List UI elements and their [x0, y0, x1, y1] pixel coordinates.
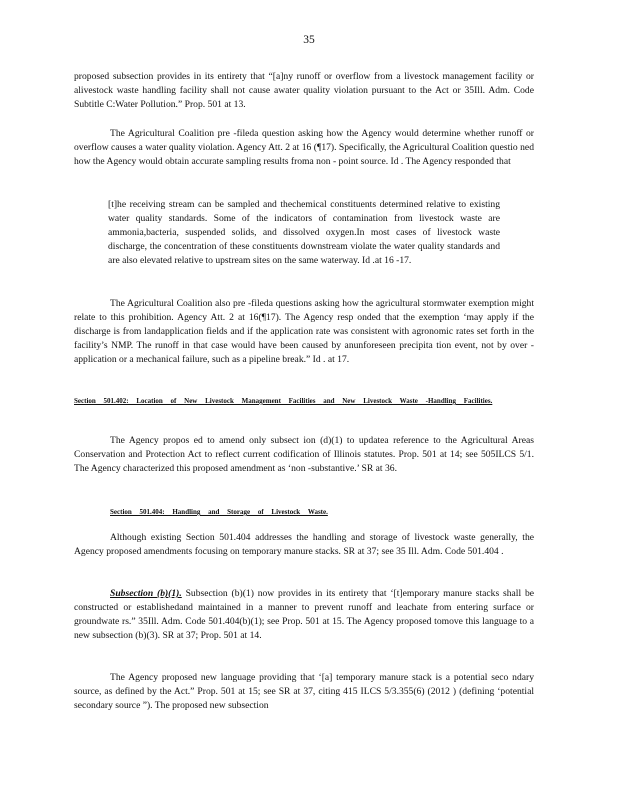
paragraph-text: The Agricultural Coalition pre -fileda question asking how the Agency would determine whether runoff or overflow causes a water quality violation. Agency Att. 2 at 16 (¶17). Specifically, the Agricultural Coalition questio ned how the Agency would obtain accurate sampling results froma non - point source. Id . The Agency responded that — [74, 128, 534, 168]
paragraph-ag-coalition-question — [74, 127, 534, 169]
paragraph-501-402-amendment — [74, 434, 534, 476]
paragraph-subsection-intro — [74, 70, 534, 112]
paragraph-subsection-b1 — [74, 587, 534, 643]
paragraph-text: The Agency proposed new language providing that ‘[a] temporary manure stack is a potential seco ndary source, as defined by the Act.” Prop. 501 at 15; see SR at 37, citing 415 ILCS 5/3.355(6) (2012 ) (defining ‘potential secondary source ”). The proposed new subsection — [74, 672, 534, 712]
section-heading-501-402: Section 501.402: Location of New Livestock Management Facilities and New Livestock Waste -Handling Facilities. — [74, 397, 493, 405]
subsection-b1-text: Subsection (b)(1) now provides in its entirety that ‘[t]emporary manure stacks shall be constructed or establishedand maintained in a manner to prevent runoff and leachate from entering surface or groundwate rs.” 35Ill. Adm. Code 501.404(b)(1); see Prop. 501 at 15. The Agency proposed tomove this language to a new subsection (b)(3). SR at 37; Prop. 501 at 14. — [74, 588, 535, 642]
paragraph-text — [74, 587, 534, 643]
paragraph-501-404-overview — [74, 531, 534, 559]
subsection-label: Subsection (b)(1). — [110, 588, 182, 599]
paragraph-text: The Agency propos ed to amend only subsect ion (d)(1) to updatea reference to the Agricultural Areas Conservation and Protection Act to reflect current codification of Illinois statutes. Prop. 501 at 14; see 505ILCS 5/1. The Agency characterized this proposed amendment as ‘non -substantive.’ SR at 36. — [74, 435, 534, 475]
paragraph-text: Although existing Section 501.404 addresses the handling and storage of livestock waste generally, the Agency proposed amendments focusing on temporary manure stacks. SR at 37; see 35 Ill. Adm. Code 501.404 . — [74, 532, 534, 558]
paragraph-text: proposed subsection provides in its entirety that “[a]ny runoff or overflow from a livestock management facility or alivestock waste handling facility shall not cause awater quality violation pursuant to the Act or 35Ill. Adm. Code Subtitle C:Water Pollution.” Prop. 501 at 13. — [74, 71, 534, 111]
paragraph-stormwater-exemption — [74, 297, 534, 367]
paragraph-temporary-manure-stack — [74, 671, 534, 713]
block-quote-agency-response — [108, 198, 500, 268]
quote-text: [t]he receiving stream can be sampled and thechemical constituents determined relative to existing water quality standards. Some of the indicators of contamination from livestock waste are ammonia,bacteria, suspended solids, and dissolved oxygen.In most cases of livestock waste discharge, the concentration of these constituents downstream violate the water quality standards and are also elevated relative to upstream sites on the same waterway. Id .at 16 -17. — [108, 199, 500, 267]
paragraph-text: The Agricultural Coalition also pre -fileda questions asking how the agricultural stormwater exemption might relate to this prohibition. Agency Att. 2 at 16(¶17). The Agency resp onded that the exemption ‘may apply if the discharge is from landapplication fields and if the application rate was consistent with agronomic rates set forth in the facility’s NMP. The runoff in that case would have been caused by anunforeseen precipita tion event, not by over - application or a mechanical failure, such as a pipeline break.” Id . at 17. — [74, 298, 534, 366]
page-number: 35 — [303, 34, 315, 46]
section-heading-501-404: Section 501.404: Handling and Storage of Livestock Waste. — [110, 508, 328, 516]
